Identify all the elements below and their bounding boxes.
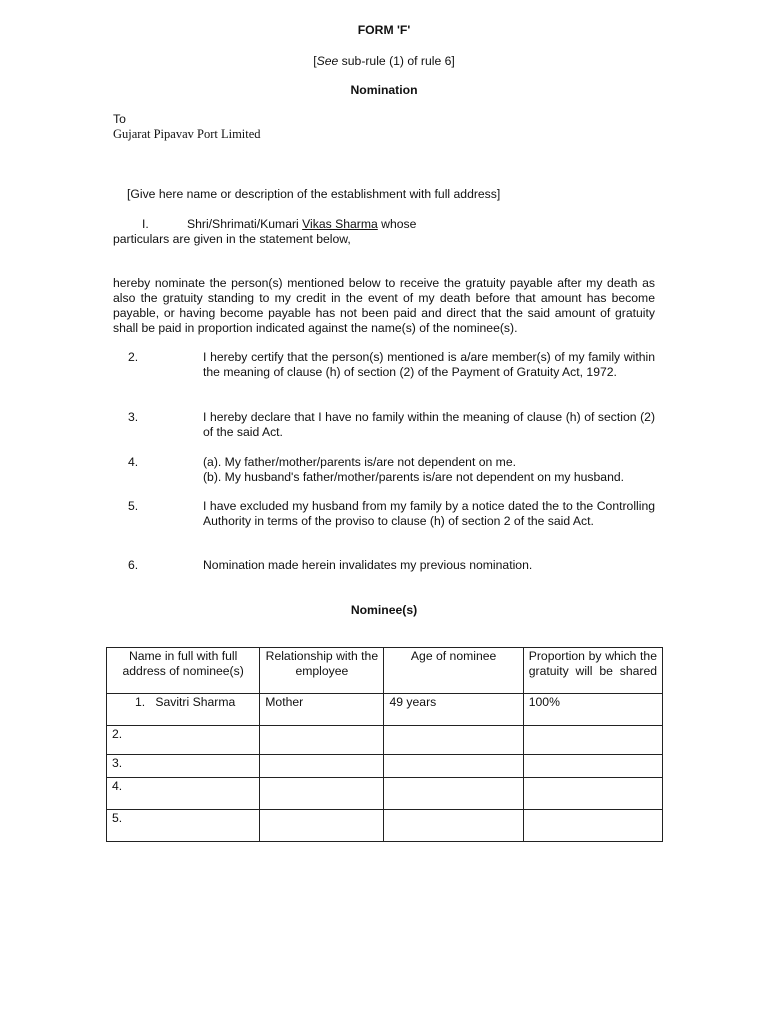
cell-age bbox=[384, 778, 523, 810]
cell-proportion bbox=[523, 810, 662, 842]
cell-name: 5. bbox=[107, 810, 260, 842]
item-text-a: (a). My father/mother/parents is/are not dependent on me. bbox=[203, 455, 516, 469]
nomination-heading: Nomination bbox=[350, 83, 418, 97]
cell-name: 2. bbox=[107, 726, 260, 755]
cell-name: 3. bbox=[107, 755, 260, 778]
cell-proportion: 100% bbox=[523, 694, 662, 726]
address-to: To bbox=[113, 112, 126, 126]
item-text: Nomination made herein invalidates my previous nomination. bbox=[203, 558, 533, 572]
item-text: I hereby declare that I have no family within the meaning of clause (h) of section (2) of the said Act. bbox=[203, 410, 655, 439]
cell-age bbox=[384, 755, 523, 778]
column-header-age: Age of nominee bbox=[384, 648, 523, 694]
cell-relationship bbox=[260, 810, 384, 842]
cell-proportion bbox=[523, 755, 662, 778]
table-header-row bbox=[107, 648, 663, 694]
establishment-instruction: [Give here name or description of the establishment with full address] bbox=[127, 187, 501, 201]
cell-proportion bbox=[523, 726, 662, 755]
table-row bbox=[107, 694, 663, 726]
declaration-number: I. bbox=[142, 217, 149, 231]
item-number: 4. bbox=[128, 455, 139, 469]
subrule-rest: sub-rule (1) of rule 6] bbox=[338, 54, 455, 68]
column-header-name: Name in full with full address of nominee(s) bbox=[107, 648, 260, 694]
item-text: I have excluded my husband from my family by a notice dated the to the Controlling Authority in terms of the proviso to clause (h) of section 2 of the said Act. bbox=[203, 499, 655, 528]
item-text-b: (b). My husband's father/mother/parents is/are not dependent on my husband. bbox=[203, 470, 625, 484]
cell-name: 1. Savitri Sharma bbox=[107, 694, 260, 726]
declaration-line-2: particulars are given in the statement below, bbox=[113, 232, 351, 246]
declaration-prefix: Shri/Shrimati/Kumari bbox=[187, 217, 303, 231]
table-row bbox=[107, 778, 663, 810]
address-company: Gujarat Pipavav Port Limited bbox=[113, 127, 261, 141]
employee-name: Vikas Sharma bbox=[302, 217, 378, 231]
form-title: FORM 'F' bbox=[357, 23, 411, 37]
cell-relationship: Mother bbox=[260, 694, 384, 726]
item-number: 6. bbox=[128, 558, 139, 572]
cell-age: 49 years bbox=[384, 694, 523, 726]
cell-relationship bbox=[260, 755, 384, 778]
item-number: 5. bbox=[128, 499, 139, 513]
table-row bbox=[107, 726, 663, 755]
item-text: I hereby certify that the person(s) mentioned is a/are member(s) of my family within the meaning of clause (h) of section (2) of the Payment of Gratuity Act, 1972. bbox=[203, 350, 655, 379]
cell-proportion bbox=[523, 778, 662, 810]
main-paragraph: hereby nominate the person(s) mentioned below to receive the gratuity payable after my death as also the gratuity standing to my credit in the event of my death before that amount has become payable, or having become payable has not been paid and direct that the said amount of gratuity shall be paid in proportion indicated against the name(s) of the nominee(s). bbox=[113, 276, 655, 335]
subrule-see: See bbox=[316, 54, 339, 68]
cell-relationship bbox=[260, 726, 384, 755]
item-number: 2. bbox=[128, 350, 139, 364]
nominees-table bbox=[106, 647, 663, 842]
subrule-open: [ bbox=[313, 54, 317, 68]
item-number: 3. bbox=[128, 410, 139, 424]
declaration-suffix: whose bbox=[377, 217, 417, 231]
cell-relationship bbox=[260, 778, 384, 810]
cell-age bbox=[384, 726, 523, 755]
declaration-line bbox=[187, 217, 416, 232]
cell-name: 4. bbox=[107, 778, 260, 810]
column-header-relationship: Relationship with the employee bbox=[260, 648, 384, 694]
nominees-heading: Nominee(s) bbox=[350, 603, 418, 617]
column-header-proportion: Proportion by which the gratuity will be shared bbox=[523, 648, 662, 694]
table-row bbox=[107, 810, 663, 842]
table-row bbox=[107, 755, 663, 778]
subrule-reference bbox=[0, 54, 768, 69]
cell-age bbox=[384, 810, 523, 842]
